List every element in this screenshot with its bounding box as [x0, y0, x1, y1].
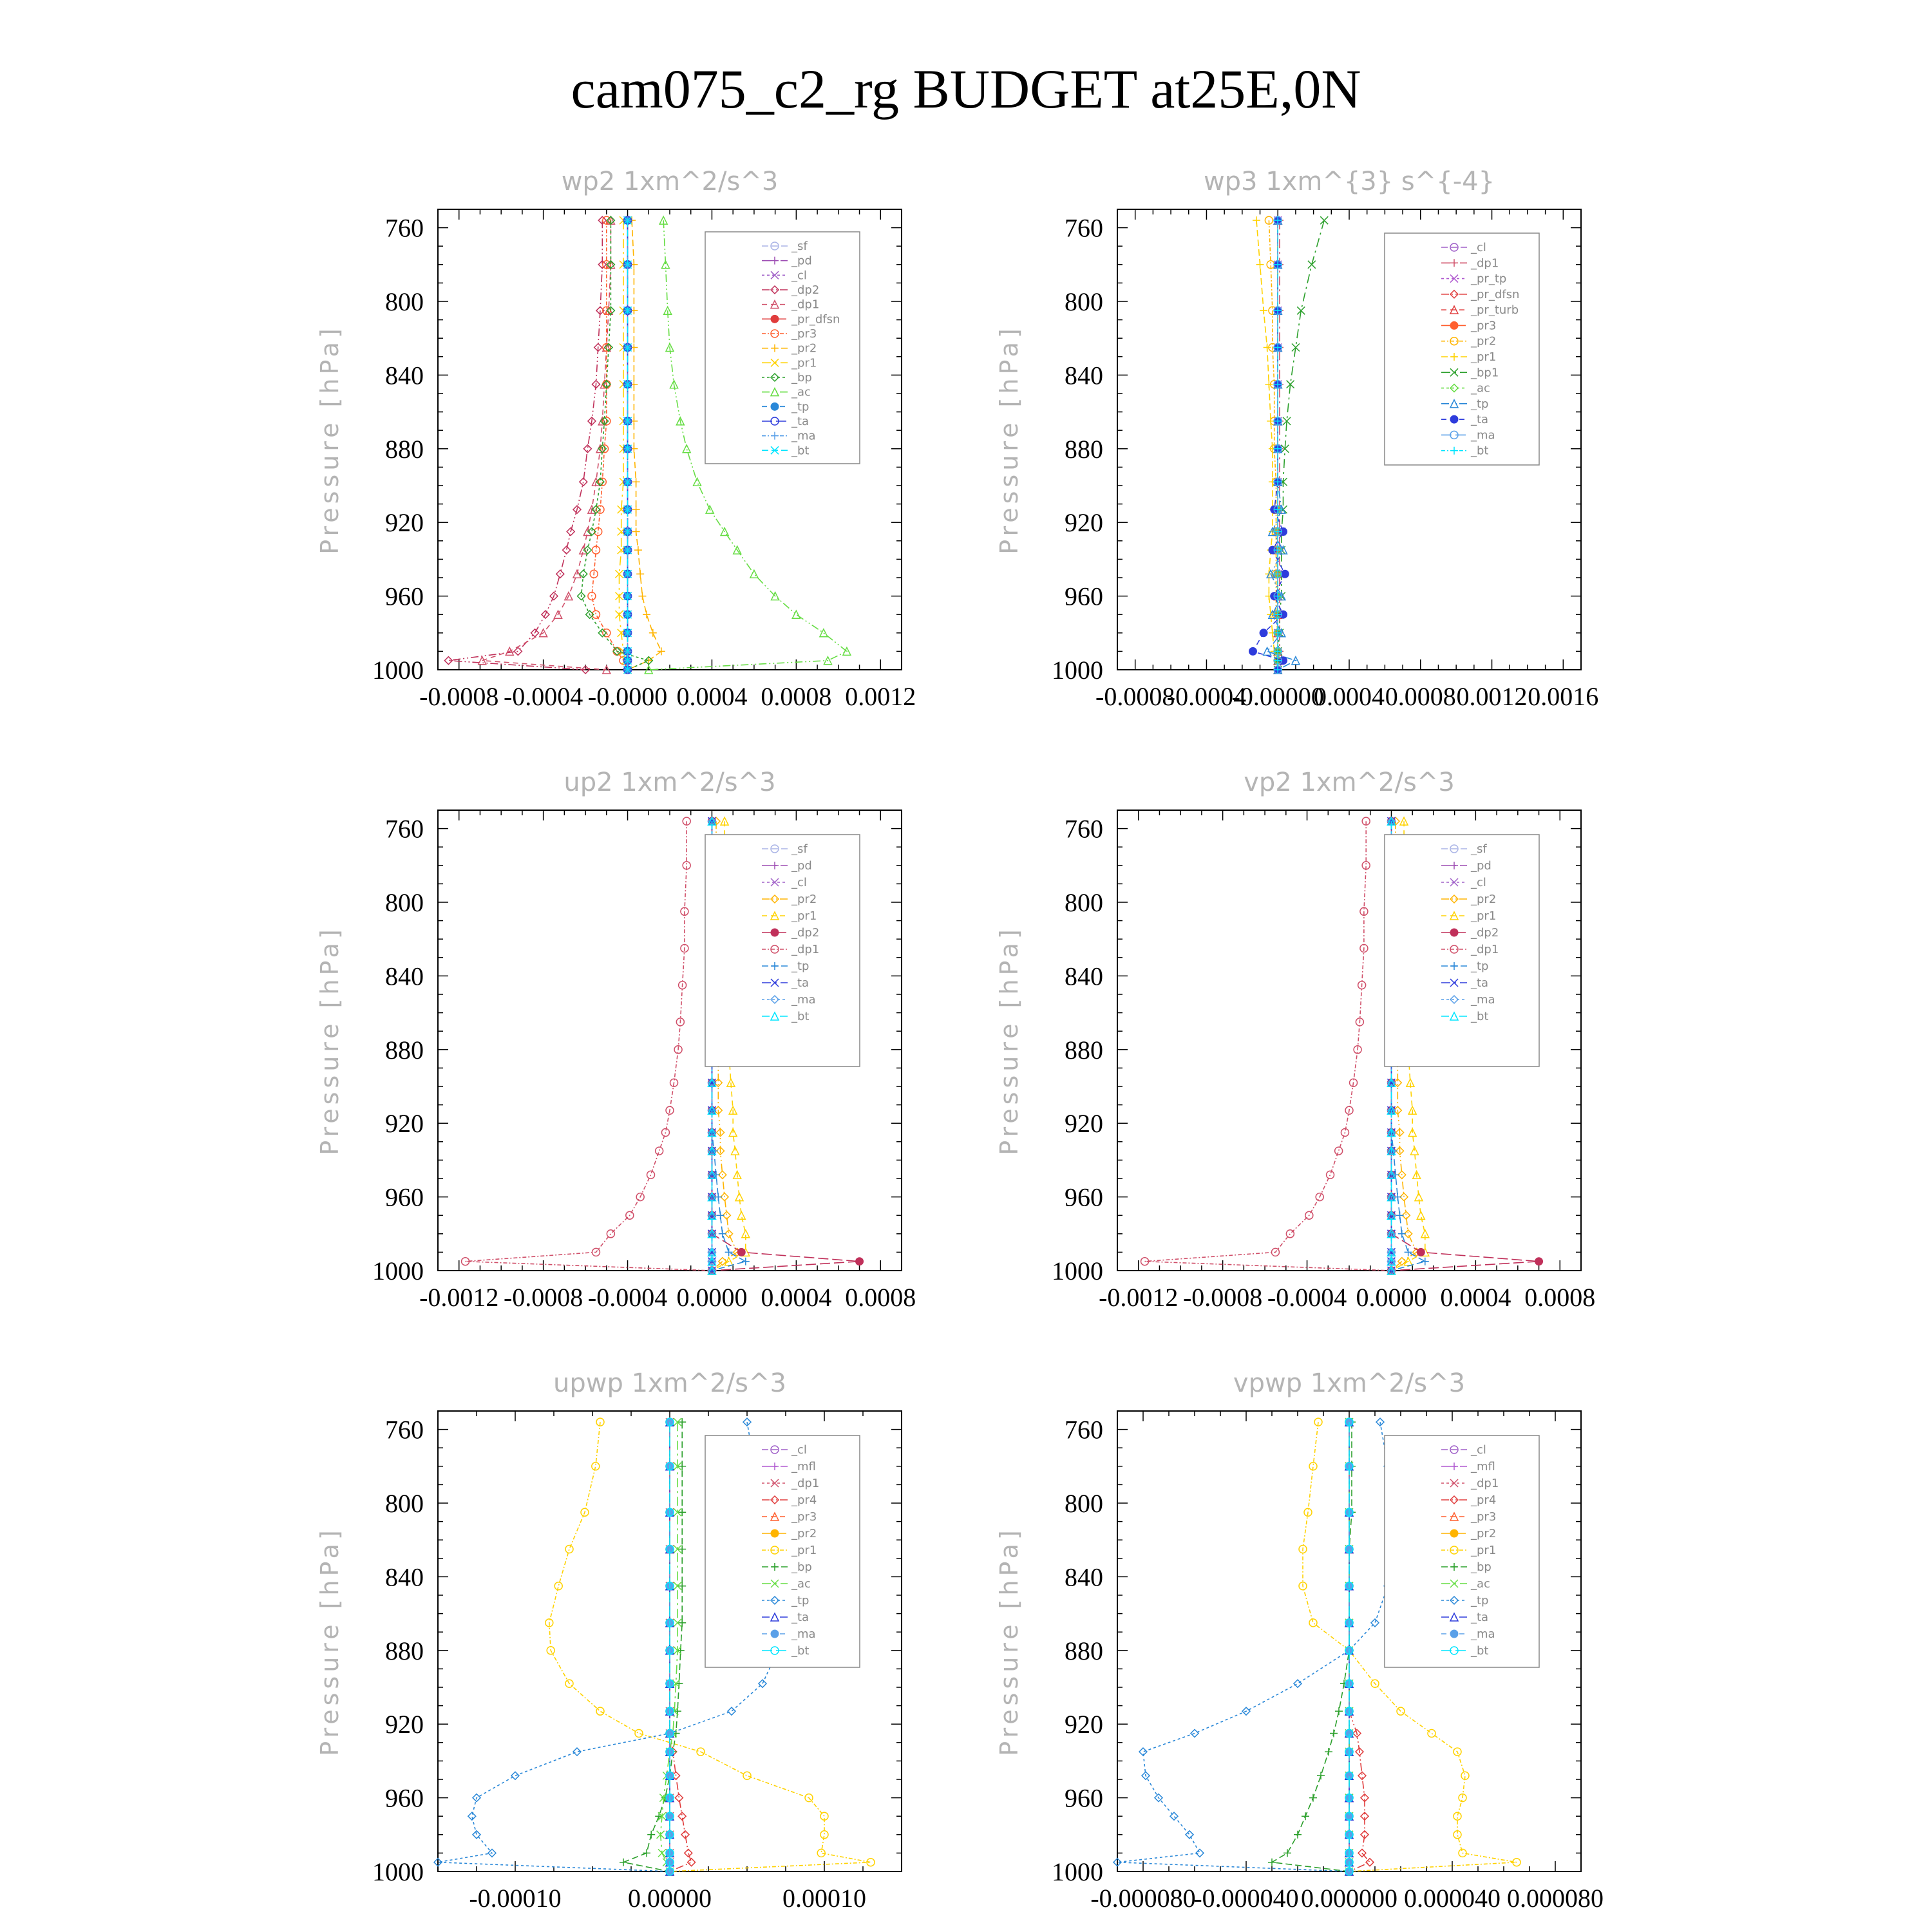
x-tick-label: 0.0016	[1528, 682, 1599, 711]
data-point	[1309, 1619, 1317, 1627]
x-tick-label: -0.0008	[1182, 1283, 1263, 1312]
y-tick-label: 1000	[372, 656, 424, 685]
data-point	[632, 528, 640, 536]
data-point	[645, 657, 652, 665]
data-point	[1294, 1831, 1302, 1839]
legend-label: _dp1	[791, 943, 820, 956]
legend-label: _pr2	[1471, 893, 1497, 906]
y-tick-label: 920	[385, 1109, 424, 1139]
series-bp	[620, 1418, 686, 1875]
legend-label: _ma	[1471, 1627, 1495, 1641]
data-point	[636, 570, 644, 578]
data-point	[620, 1859, 627, 1866]
x-tick-label: 0.0008	[1524, 1283, 1596, 1312]
legend-label: _pr3	[791, 327, 817, 341]
data-point	[1249, 647, 1256, 655]
data-point	[1309, 1794, 1317, 1802]
y-tick-label: 760	[1065, 814, 1103, 844]
data-point	[750, 570, 758, 578]
data-point	[1535, 1258, 1543, 1265]
legend-marker	[771, 315, 779, 323]
series-line	[466, 821, 712, 1271]
y-tick-label: 760	[1065, 213, 1103, 243]
x-tick-label: -0.0004	[1166, 682, 1247, 711]
x-tick-label: -0.000040	[1193, 1884, 1299, 1913]
y-tick-label: 840	[1065, 961, 1103, 991]
figure-title: cam075_c2_rg BUDGET at25E,0N	[571, 58, 1361, 120]
legend	[1385, 233, 1539, 465]
x-tick-label: 0.0004	[1314, 682, 1385, 711]
legend-label: _bp	[791, 1560, 812, 1574]
series-line	[1145, 821, 1392, 1271]
y-tick-label: 880	[1065, 434, 1103, 464]
y-axis-label: Pressure [hPa]	[995, 325, 1023, 554]
legend-label: _pr2	[1471, 334, 1497, 348]
legend-label: _tp	[1471, 960, 1489, 973]
legend-label: _tp	[1471, 1594, 1489, 1607]
legend-label: _pr1	[791, 1544, 817, 1557]
y-tick-label: 840	[385, 1562, 424, 1592]
data-point	[1330, 1730, 1338, 1738]
y-tick-label: 920	[1065, 1710, 1103, 1739]
data-point	[656, 1147, 663, 1155]
y-tick-label: 1000	[1052, 656, 1103, 685]
legend-marker	[1450, 929, 1458, 936]
data-point	[1325, 1748, 1332, 1756]
data-point	[638, 592, 646, 600]
data-point	[1283, 1849, 1291, 1857]
legend-label: _pr2	[791, 341, 817, 355]
y-tick-label: 1000	[1052, 1857, 1103, 1886]
y-tick-label: 1000	[372, 1256, 424, 1285]
data-point	[1417, 1248, 1425, 1256]
data-point	[1317, 1772, 1325, 1779]
y-tick-label: 840	[385, 961, 424, 991]
x-tick-label: -0.00010	[469, 1884, 562, 1913]
x-tick-label: -0.00000	[1231, 682, 1324, 711]
y-tick-label: 800	[1065, 1489, 1103, 1518]
data-point	[565, 1546, 573, 1553]
x-tick-label: 0.0008	[1385, 682, 1456, 711]
legend-label: _ac	[791, 385, 811, 399]
legend-marker	[771, 402, 779, 410]
data-point	[658, 647, 665, 655]
legend-label: _pr1	[791, 356, 817, 370]
legend-label: _pd	[1471, 859, 1492, 873]
legend-box	[1385, 233, 1539, 465]
panel-4	[995, 768, 1595, 1312]
panel-5	[316, 1368, 902, 1913]
data-point	[643, 611, 650, 618]
legend-label: _pr_dfsn	[1471, 287, 1520, 301]
y-tick-label: 920	[385, 1710, 424, 1739]
legend-label: _tp	[791, 1594, 810, 1607]
data-point	[792, 611, 800, 618]
legend-label: _bt	[1471, 1644, 1489, 1658]
data-point	[743, 1418, 751, 1426]
data-point	[649, 629, 657, 637]
legend-marker	[1450, 321, 1458, 329]
legend	[1385, 835, 1539, 1066]
data-point	[643, 1849, 650, 1857]
series-bt	[1345, 1418, 1353, 1875]
data-point	[1320, 216, 1328, 224]
legend-label: _pr2	[791, 893, 817, 906]
data-point	[554, 1582, 562, 1590]
x-tick-label: 0.0008	[845, 1283, 916, 1312]
data-point	[1264, 647, 1271, 655]
legend-label: _dp1	[1471, 1477, 1499, 1490]
y-tick-label: 760	[385, 814, 424, 844]
legend-label: _ma	[791, 993, 816, 1007]
legend-label: _dp1	[1471, 256, 1499, 270]
data-point	[632, 506, 640, 513]
legend-label: _pr_turb	[1471, 303, 1519, 317]
x-tick-label: 0.0012	[845, 682, 916, 711]
legend-label: _tp	[791, 400, 810, 414]
data-point	[1294, 1680, 1302, 1687]
data-point	[742, 1258, 750, 1265]
y-axis-label: Pressure [hPa]	[995, 1526, 1023, 1756]
legend-label: _ta	[791, 415, 810, 428]
legend-label: _pr1	[1471, 350, 1497, 364]
panel-title: upwp 1xm^2/s^3	[553, 1368, 786, 1398]
legend-box	[705, 835, 860, 1066]
data-point	[678, 1582, 686, 1590]
series-dp1	[462, 817, 716, 1274]
data-point	[634, 546, 642, 554]
data-point	[688, 1859, 696, 1866]
x-tick-label: -0.0012	[1099, 1283, 1179, 1312]
series-pr2	[624, 216, 665, 674]
legend-label: _dp1	[791, 298, 820, 312]
series-ta	[1249, 216, 1289, 674]
legend-label: _pr4	[791, 1493, 817, 1507]
legend-box	[1385, 1435, 1539, 1667]
data-point	[607, 1230, 614, 1238]
legend-label: _pd	[791, 254, 812, 268]
data-point	[1396, 1211, 1404, 1219]
data-point	[1256, 261, 1264, 269]
data-point	[1421, 1258, 1429, 1265]
data-point	[573, 1748, 581, 1756]
series-line	[448, 220, 602, 670]
x-tick-label: -0.0004	[587, 1283, 668, 1312]
legend-label: _ma	[791, 1627, 816, 1641]
panel-title: vp2 1xm^2/s^3	[1244, 768, 1455, 797]
y-tick-label: 920	[385, 508, 424, 538]
data-point	[596, 1707, 604, 1715]
legend-label: _pr3	[1471, 1510, 1497, 1524]
data-point	[1281, 570, 1289, 578]
legend	[705, 1435, 860, 1667]
legend-label: _pr3	[1471, 319, 1497, 333]
legend-marker	[1450, 1630, 1458, 1638]
legend-label: _pr_dfsn	[791, 312, 840, 327]
y-tick-label: 760	[1065, 1415, 1103, 1444]
x-tick-label: 0.0000	[1356, 1283, 1427, 1312]
legend-label: _sf	[791, 842, 808, 856]
x-tick-label: 0.000000	[1301, 1884, 1397, 1913]
data-point	[1366, 1859, 1374, 1866]
series-line	[582, 220, 649, 670]
data-point	[678, 1418, 686, 1426]
legend-label: _pr1	[1471, 909, 1497, 923]
y-tick-label: 840	[1065, 361, 1103, 390]
legend-label: _tp	[791, 960, 810, 973]
data-point	[1268, 1859, 1276, 1866]
data-point	[728, 1707, 735, 1715]
data-point	[1398, 1230, 1406, 1238]
x-tick-label: -0.0008	[419, 682, 499, 711]
y-tick-label: 760	[385, 213, 424, 243]
legend-label: _sf	[791, 240, 808, 253]
series-bp	[1268, 1418, 1356, 1875]
panel-2	[995, 167, 1598, 711]
data-point	[725, 1248, 733, 1256]
data-point	[658, 1849, 666, 1857]
legend-label: _dp1	[1471, 943, 1499, 956]
legend-label: _sf	[1471, 842, 1487, 856]
legend-box	[705, 1435, 860, 1667]
legend-label: _pr2	[791, 1527, 817, 1540]
y-tick-label: 960	[385, 582, 424, 611]
y-axis-label: Pressure [hPa]	[316, 925, 344, 1155]
legend-marker	[771, 1530, 779, 1537]
y-tick-label: 960	[1065, 1182, 1103, 1212]
data-point	[743, 1772, 751, 1779]
x-tick-label: -0.0008	[1095, 682, 1175, 711]
y-tick-label: 800	[1065, 888, 1103, 917]
legend-label: _ac	[791, 1577, 811, 1591]
y-tick-label: 880	[385, 434, 424, 464]
y-tick-label: 840	[1065, 1562, 1103, 1592]
legend-label: _cl	[791, 876, 807, 889]
series-bp1	[1274, 216, 1328, 674]
x-tick-label: 0.0004	[676, 682, 748, 711]
legend-label: _pr3	[791, 1510, 817, 1524]
panel-title: vpwp 1xm^2/s^3	[1233, 1368, 1466, 1398]
x-tick-label: 0.0004	[1440, 1283, 1511, 1312]
legend-label: _bp	[1471, 1560, 1492, 1574]
y-axis-label: Pressure [hPa]	[995, 925, 1023, 1155]
data-point	[820, 629, 828, 637]
legend-marker	[771, 929, 779, 936]
panel-title: up2 1xm^2/s^3	[564, 768, 776, 797]
data-point	[1286, 1230, 1294, 1238]
x-tick-label: -0.0012	[419, 1283, 499, 1312]
legend-label: _bt	[791, 1010, 810, 1023]
data-point	[1335, 1707, 1343, 1715]
panel-1	[316, 167, 916, 711]
series-bt	[666, 1418, 674, 1875]
data-point	[1302, 1812, 1309, 1820]
legend-label: _bt	[791, 444, 810, 458]
legend-label: _ma	[1471, 428, 1495, 442]
legend-label: _pr1	[791, 909, 817, 923]
y-tick-label: 1000	[372, 1857, 424, 1886]
legend-label: _dp2	[791, 283, 820, 297]
panel-title: wp2 1xm^2/s^3	[561, 167, 779, 196]
data-point	[717, 1211, 724, 1219]
legend-label: _dp2	[1471, 926, 1499, 940]
data-point	[737, 1248, 745, 1256]
data-point	[1260, 307, 1267, 314]
legend-label: _ma	[1471, 993, 1495, 1007]
legend-label: _tp	[1471, 397, 1489, 411]
data-point	[1253, 216, 1260, 224]
legend-label: _ta	[1471, 1611, 1489, 1624]
legend-label: _ac	[1471, 1577, 1490, 1591]
data-point	[1260, 629, 1267, 637]
data-point	[592, 1463, 600, 1470]
legend-label: _mfl	[1471, 1460, 1495, 1473]
data-point	[647, 1831, 655, 1839]
y-tick-label: 840	[385, 361, 424, 390]
data-point	[678, 1619, 686, 1627]
x-tick-label: -0.0004	[1267, 1283, 1347, 1312]
legend-label: _bt	[1471, 1010, 1489, 1023]
x-tick-label: 0.0012	[1456, 682, 1528, 711]
legend-label: _bp	[791, 371, 812, 384]
legend-label: _cl	[791, 269, 807, 283]
data-point	[511, 1772, 519, 1779]
x-tick-label: 0.000080	[1507, 1884, 1604, 1913]
x-tick-label: -0.0008	[503, 1283, 583, 1312]
panel-3	[316, 768, 916, 1312]
legend-label: _cl	[1471, 876, 1486, 889]
legend-label: _ta	[1471, 976, 1489, 990]
legend	[705, 835, 860, 1066]
data-point	[694, 478, 701, 486]
data-point	[1376, 1418, 1384, 1426]
y-tick-label: 800	[385, 888, 424, 917]
legend-label: _pr4	[1471, 1493, 1497, 1507]
series-tp	[1113, 1418, 1394, 1875]
series-line	[1278, 220, 1324, 670]
data-point	[678, 1508, 686, 1516]
legend-marker	[771, 1630, 779, 1638]
y-tick-label: 880	[1065, 1636, 1103, 1665]
series-line	[628, 220, 661, 670]
legend-label: _cl	[791, 1443, 807, 1457]
legend	[1385, 1435, 1539, 1667]
legend-label: _bp1	[1471, 366, 1499, 380]
legend-label: _mfl	[791, 1460, 816, 1473]
legend-label: _ta	[791, 976, 810, 990]
data-point	[647, 1171, 655, 1179]
y-tick-label: 1000	[1052, 1256, 1103, 1285]
legend-marker	[1450, 1530, 1458, 1537]
panel-title: wp3 1xm^{3} s^{-4}	[1203, 167, 1495, 196]
series-dp2	[444, 216, 606, 674]
y-axis-label: Pressure [hPa]	[316, 325, 344, 554]
legend-box	[1385, 835, 1539, 1066]
x-tick-label: 0.0004	[761, 1283, 832, 1312]
legend-label: _bt	[791, 1644, 810, 1658]
legend-label: _pr_tp	[1471, 272, 1507, 286]
series-bp	[578, 216, 653, 674]
legend-label: _pr2	[1471, 1527, 1497, 1540]
panel-6	[995, 1368, 1604, 1913]
data-point	[856, 1258, 864, 1265]
series-line	[1272, 1422, 1352, 1871]
x-tick-label: -0.0000	[587, 682, 668, 711]
x-tick-label: -0.000080	[1090, 1884, 1196, 1913]
y-tick-label: 920	[1065, 508, 1103, 538]
x-tick-label: 0.0008	[761, 682, 832, 711]
data-point	[1308, 261, 1316, 269]
data-point	[678, 1463, 686, 1470]
y-tick-label: 920	[1065, 1109, 1103, 1139]
data-point	[468, 1812, 476, 1820]
legend-label: _pr1	[1471, 1544, 1497, 1557]
legend-label: _cl	[1471, 241, 1486, 254]
series-line	[482, 220, 611, 670]
data-point	[1327, 1171, 1334, 1179]
series-dp1	[1141, 817, 1396, 1274]
y-tick-label: 880	[1065, 1035, 1103, 1065]
y-tick-label: 760	[385, 1415, 424, 1444]
data-point	[1405, 1248, 1412, 1256]
legend	[705, 232, 860, 464]
data-point	[635, 1730, 643, 1738]
y-tick-label: 960	[1065, 582, 1103, 611]
legend-label: _pd	[791, 859, 812, 873]
data-point	[563, 546, 571, 554]
legend-label: _dp2	[791, 926, 820, 940]
x-tick-label: 0.0000	[676, 1283, 748, 1312]
x-tick-label: 0.00010	[782, 1884, 866, 1913]
y-tick-label: 960	[1065, 1783, 1103, 1813]
legend-label: _ma	[791, 429, 816, 443]
legend-label: _cl	[1471, 1443, 1486, 1457]
y-tick-label: 960	[385, 1182, 424, 1212]
y-axis-label: Pressure [hPa]	[316, 1526, 344, 1756]
x-tick-label: 0.000040	[1404, 1884, 1501, 1913]
legend-label: _ta	[791, 1611, 810, 1624]
legend-label: _ac	[1471, 381, 1490, 395]
data-point	[678, 1546, 686, 1553]
data-point	[632, 478, 640, 486]
y-tick-label: 800	[1065, 287, 1103, 316]
x-tick-label: -0.0004	[503, 682, 583, 711]
x-tick-label: 0.00000	[628, 1884, 712, 1913]
y-tick-label: 880	[385, 1636, 424, 1665]
data-point	[1454, 1812, 1461, 1820]
data-point	[719, 1230, 726, 1238]
legend-label: _ta	[1471, 413, 1489, 427]
legend-label: _bt	[1471, 444, 1489, 458]
y-tick-label: 960	[385, 1783, 424, 1813]
data-point	[683, 445, 690, 453]
y-tick-label: 880	[385, 1035, 424, 1065]
y-tick-label: 800	[385, 287, 424, 316]
y-tick-label: 800	[385, 1489, 424, 1518]
legend-label: _dp1	[791, 1477, 820, 1490]
data-point	[1428, 1730, 1435, 1738]
legend-marker	[1450, 415, 1458, 423]
data-point	[1335, 1147, 1343, 1155]
data-point	[1186, 1831, 1193, 1839]
